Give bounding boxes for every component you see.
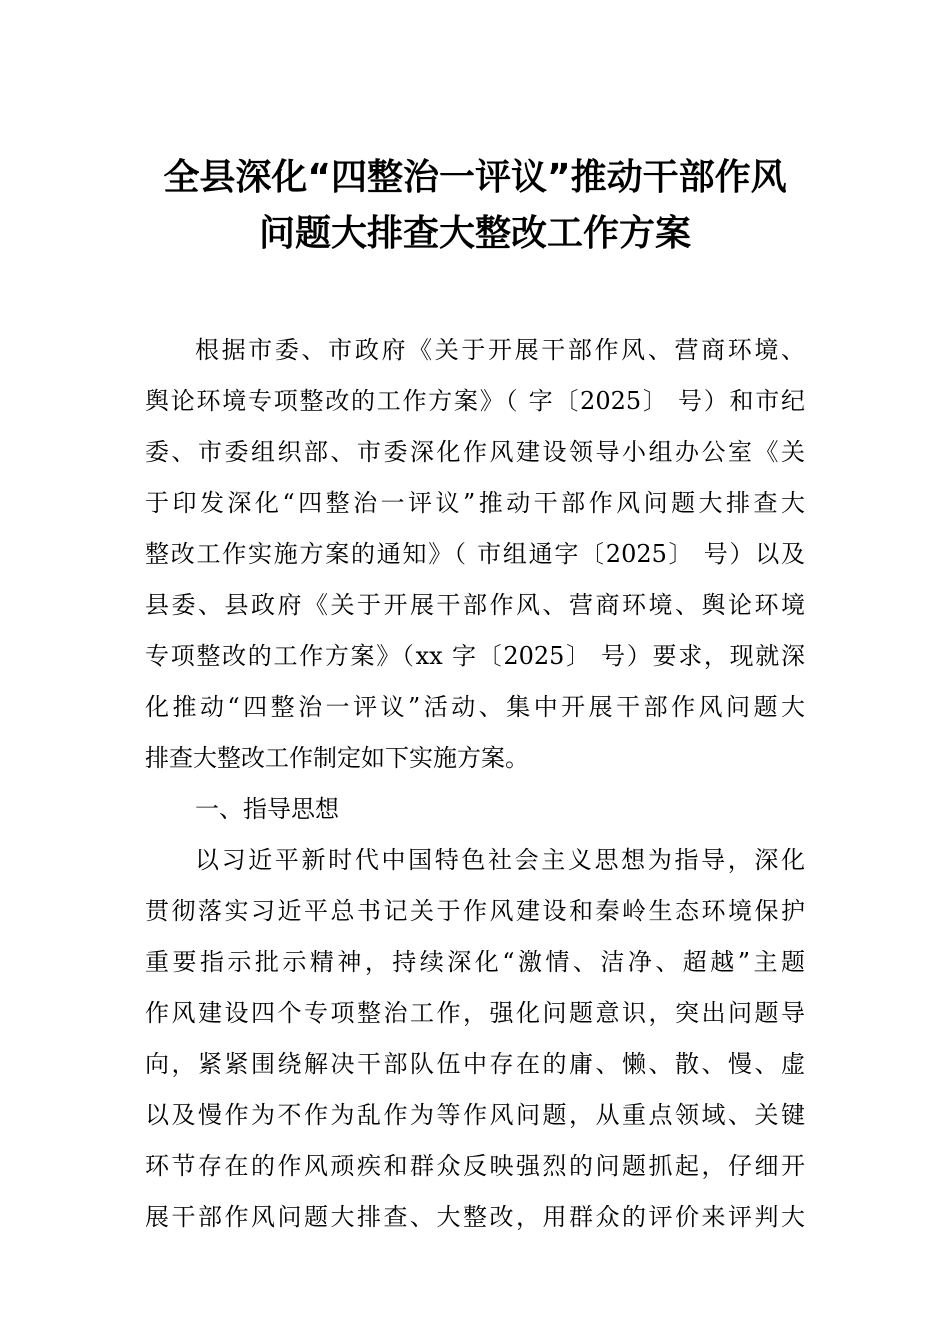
paragraph-line: 以及慢作为不作为乱作为等作风问题，从重点领域、关键 — [145, 1101, 805, 1129]
paragraph-line: 化推动“四整治一评议”活动、集中开展干部作风问题大 — [145, 693, 805, 721]
document-body — [145, 325, 805, 1243]
paragraph-line: 贯彻落实习近平总书记关于作风建设和秦岭生态环境保护 — [145, 897, 805, 925]
title-line-2: 问题大排查大整改工作方案 — [258, 213, 691, 254]
paragraph-line: 环节存在的作风顽疾和群众反映强烈的问题抓起，仔细开 — [145, 1152, 805, 1180]
paragraph-line: 展干部作风问题大排查、大整改，用群众的评价来评判大 — [145, 1203, 805, 1231]
paragraph-line: 重要指示批示精神，持续深化“激情、洁净、超越”主题 — [145, 948, 805, 976]
paragraph-guiding-ideology — [145, 835, 805, 1243]
paragraph-line: 向，紧紧围绕解决干部队伍中存在的庸、懒、散、慢、虚 — [145, 1050, 805, 1078]
paragraph-line: 以习近平新时代中国特色社会主义思想为指导，深化 — [195, 846, 805, 874]
paragraph-line: 县委、县政府《关于开展干部作风、营商环境、舆论环境 — [145, 591, 805, 619]
paragraph-line: 排查大整改工作制定如下实施方案。 — [145, 744, 529, 772]
section-heading-guiding-ideology: 一、指导思想 — [195, 795, 339, 823]
title-line-1: 全县深化“四整治一评议”推动干部作风 — [163, 157, 787, 198]
paragraph-line: 整改工作实施方案的通知》（ 市组通字〔2025〕 号）以及 — [145, 540, 805, 568]
paragraph-line: 作风建设四个专项整治工作，强化问题意识，突出问题导 — [145, 999, 805, 1027]
paragraph-line: 舆论环境专项整改的工作方案》（ 字〔2025〕 号）和市纪 — [145, 387, 805, 415]
paragraph-line: 根据市委、市政府《关于开展干部作风、营商环境、 — [195, 336, 805, 364]
paragraph-line: 于印发深化“四整治一评议”推动干部作风问题大排查大 — [145, 489, 805, 517]
paragraph-line: 委、市委组织部、市委深化作风建设领导小组办公室《关 — [145, 438, 805, 466]
paragraph-line: 专项整改的工作方案》（xx 字〔2025〕 号）要求，现就深 — [145, 642, 805, 670]
document-title — [120, 150, 830, 262]
paragraph-intro — [145, 325, 805, 784]
